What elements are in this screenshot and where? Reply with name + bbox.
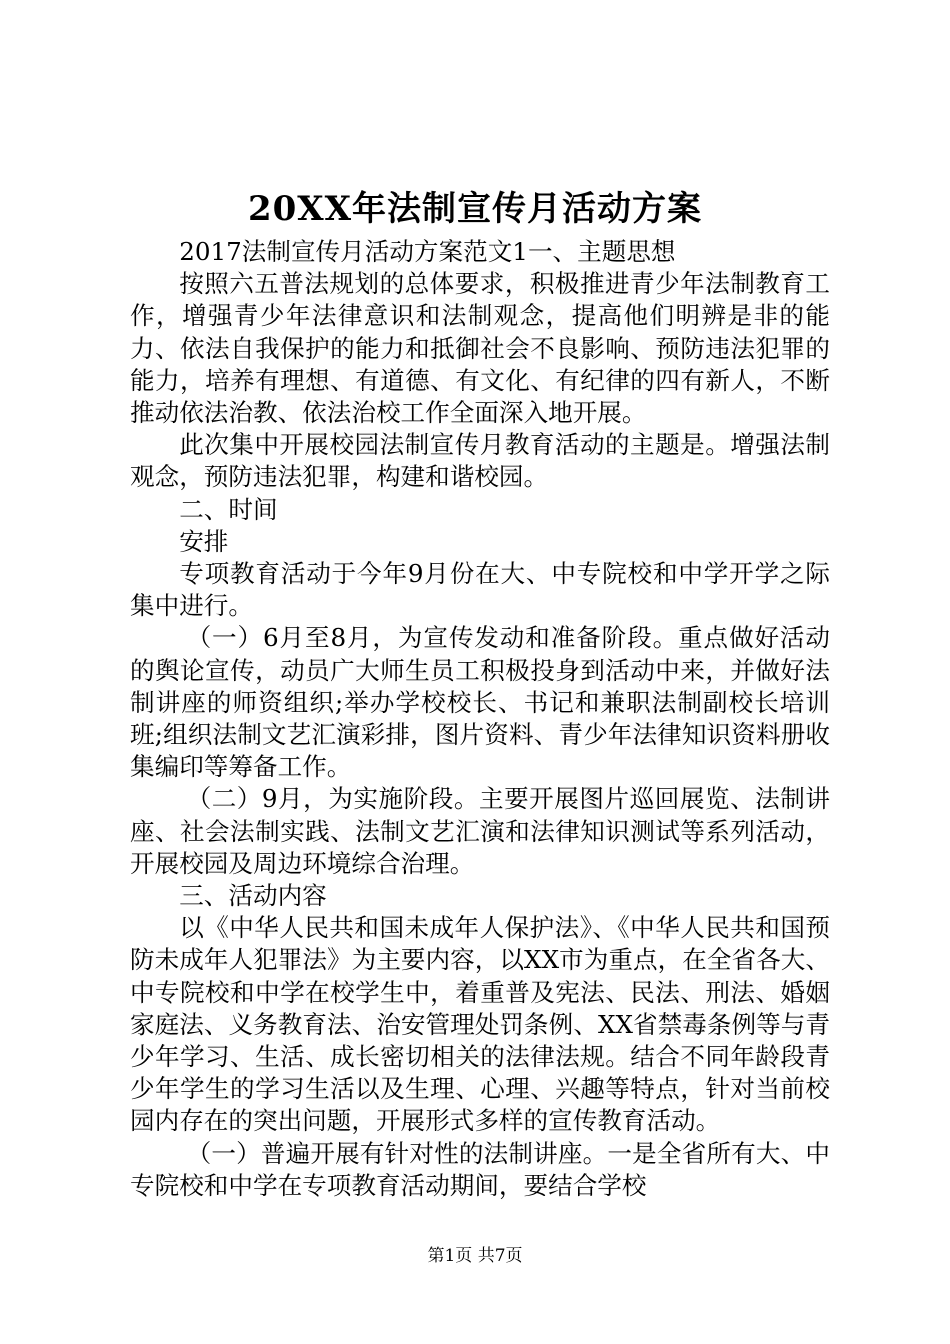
paragraph-topic: 此次集中开展校园法制宣传月教育活动的主题是。增强法制观念，预防违法犯罪，构建和谐校园。 [130,430,830,492]
heading-arrangement: 安排 [179,526,229,556]
heading-time: 二、时间 [179,494,278,524]
page-footer: 第1页 共7页 [427,1246,523,1266]
paragraph-content: 以《中华人民共和国未成年人保护法》、《中华人民共和国预防未成年人犯罪法》为主要内容，以XX市为重点，在全省各大、中专院校和中学在校学生中，着重普及宪法、民法、刑法、婚姻家庭法、义务教育法、治安管理处罚条例、XX省禁毒条例等与青少年学习、生活、成长密切相关的法律法规。结合不同年龄段青少年学生的学习生活以及生理、心理、兴趣等特点，针对当前校园内存在的突出问题，开展形式多样的宣传教育活动。 [130,913,830,1136]
paragraph-stage-two: （二）9月，为实施阶段。主要开展图片巡回展览、法制讲座、社会法制实践、法制文艺汇演和法律知识测试等系列活动，开展校园及周边环境综合治理。 [130,784,830,878]
paragraph-schedule: 专项教育活动于今年9月份在大、中专院校和中学开学之际集中进行。 [130,559,830,621]
heading-content: 三、活动内容 [179,881,327,911]
paragraph-intro: 2017法制宣传月活动方案范文1一、主题思想 [179,237,676,266]
paragraph-lectures: （一）普遍开展有针对性的法制讲座。一是全省所有大、中专院校和中学在专项教育活动期间，要结合学校 [130,1138,830,1200]
paragraph-stage-one: （一）6月至8月，为宣传发动和准备阶段。重点做好活动的舆论宣传，动员广大师生员工积极投身到活动中来，并做好法制讲座的师资组织;举办学校校长、书记和兼职法制副校长培训班;组织法制文艺汇演彩排，图片资料、青少年法律知识资料册收集编印等筹备工作。 [130,623,830,782]
document-body [130,236,830,1202]
paragraph-theme: 按照六五普法规划的总体要求，积极推进青少年法制教育工作，增强青少年法律意识和法制观念，提高他们明辨是非的能力、依法自我保护的能力和抵御社会不良影响、预防违法犯罪的能力，培养有理想、有道德、有文化、有纪律的四有新人，不断推动依法治教、依法治校工作全面深入地开展。 [130,269,830,428]
document-title: 20XX年法制宣传月活动方案 [247,189,703,229]
